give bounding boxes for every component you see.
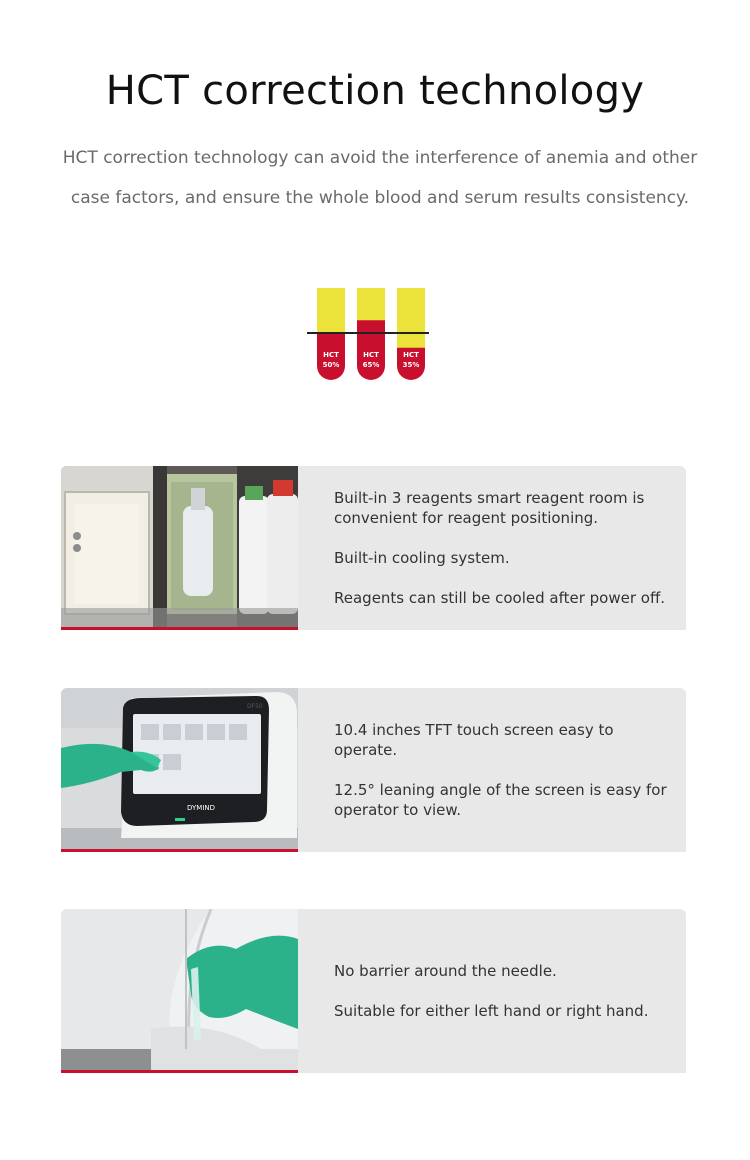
screen-model-text: DF50	[247, 703, 263, 710]
reagent-room-photo	[61, 466, 298, 630]
feature-line: Suitable for either left hand or right hand.	[334, 1002, 649, 1020]
feature-text-reagent	[334, 466, 672, 630]
feature-card-needle	[61, 909, 686, 1073]
feature-line: Built-in 3 reagents smart reagent room is convenient for reagent positioning.	[334, 489, 645, 527]
feature-line: No barrier around the needle.	[334, 962, 557, 980]
page-subtitle: HCT correction technology can avoid the interference of anemia and other case factors, and ensure the whole blood and serum results consistency.	[62, 148, 698, 208]
feature-line: Reagents can still be cooled after power off.	[334, 589, 666, 607]
page-title: HCT correction technology	[105, 68, 645, 114]
feature-line: 10.4 inches TFT touch screen easy to operate.	[334, 721, 614, 759]
tube-label-bottom: 65%	[362, 361, 380, 369]
feature-text-needle	[334, 909, 672, 1073]
tube-label-bottom: 50%	[322, 361, 340, 369]
hct-tubes-illustration	[305, 286, 435, 386]
tube-label-top: HCT	[403, 351, 419, 359]
tube-label-bottom: 35%	[402, 361, 420, 369]
tube-label-top: HCT	[323, 351, 339, 359]
tube-label-top: HCT	[363, 351, 379, 359]
feature-card-reagent	[61, 466, 686, 630]
feature-card-screen	[61, 688, 686, 852]
feature-line: Built-in cooling system.	[334, 549, 510, 567]
feature-line: 12.5° leaning angle of the screen is easy for operator to view.	[334, 781, 667, 819]
screen-brand-text: DYMIND	[187, 804, 216, 812]
sample-needle-photo	[61, 909, 298, 1073]
feature-text-screen	[334, 688, 672, 852]
touch-screen-photo	[61, 688, 298, 852]
